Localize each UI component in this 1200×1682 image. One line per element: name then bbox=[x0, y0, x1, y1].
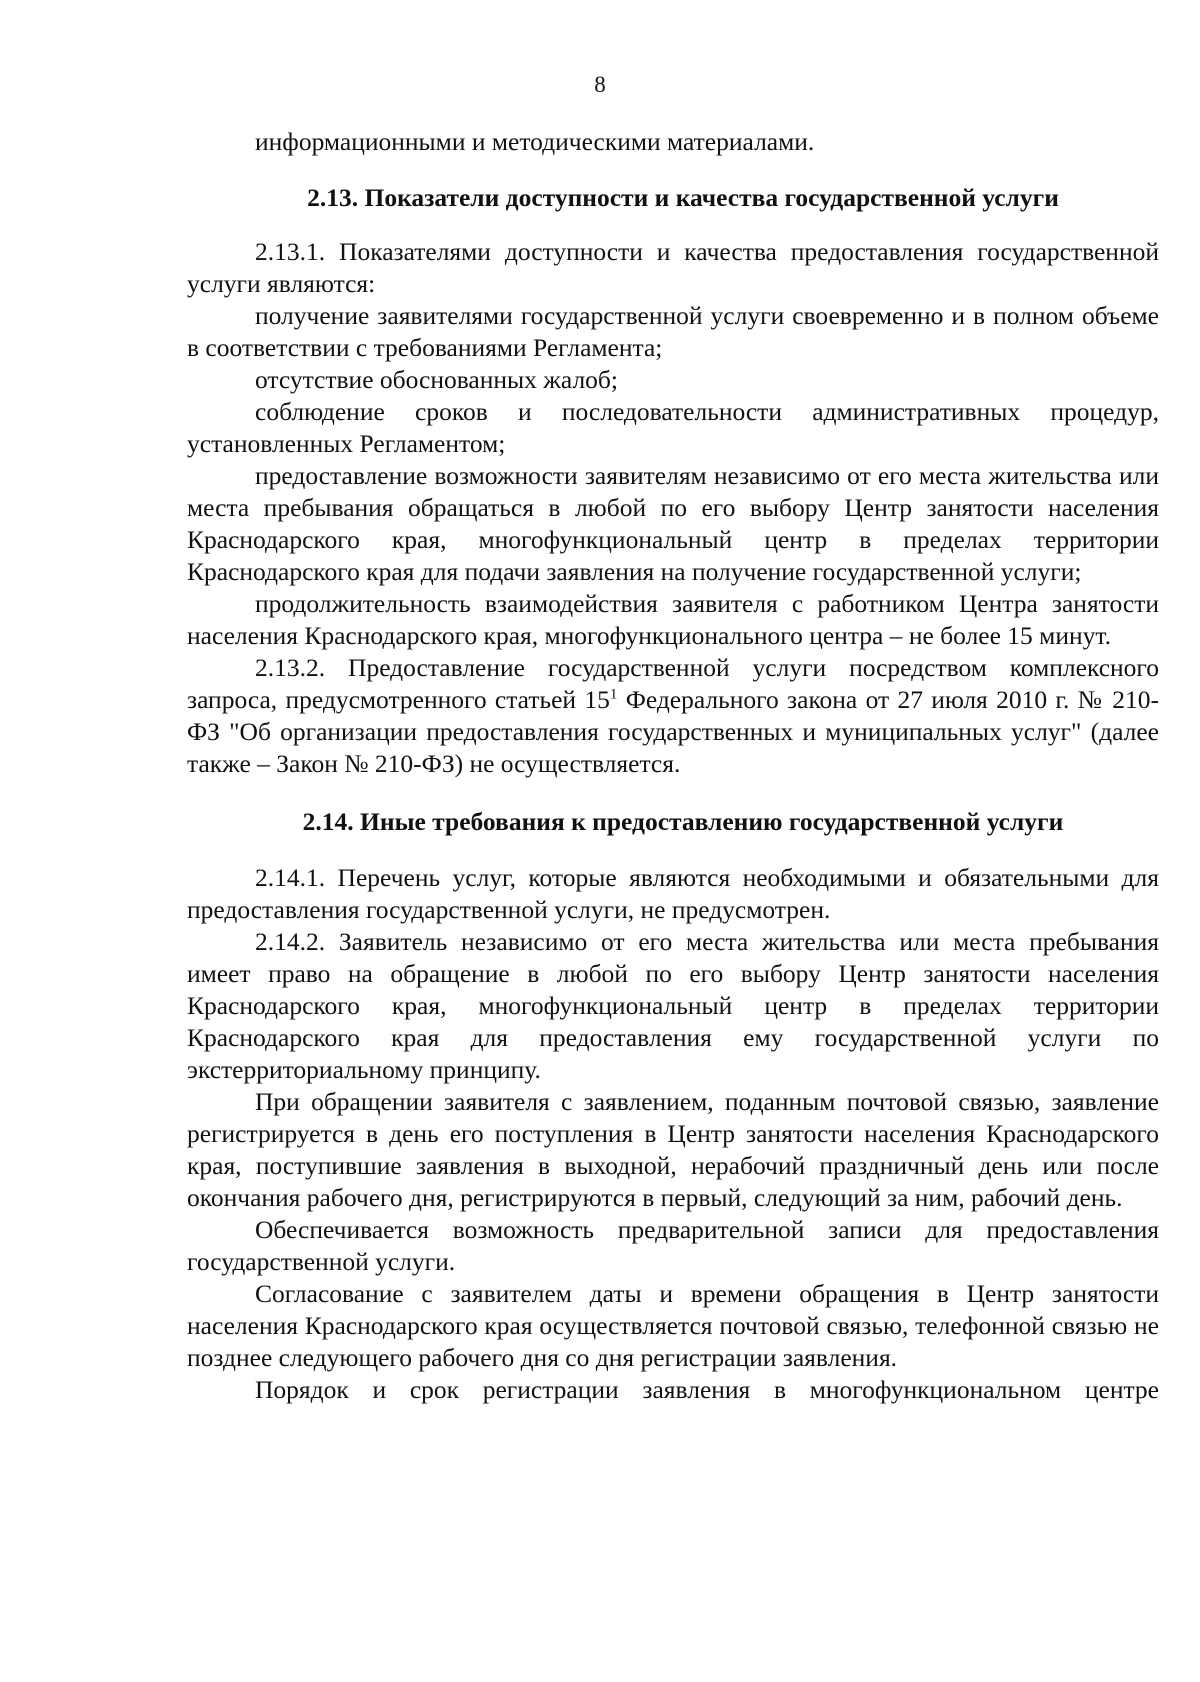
paragraph: 2.14.2. Заявитель независимо от его места жительства или места пребывания имеет право на обращение в любой по его выбору Центр занятости населения Краснодарского края, многофункциональный центр в пределах территории Краснодарского края для предоставления ему государственной услуги по экстерриториальному принципу. bbox=[187, 927, 1159, 1084]
paragraph-text: Федерального закона от 27 июля 2010 г. № 210-ФЗ "Об организации предоставления государственных и муниципальных услуг" (далее также – Закон № 210-ФЗ) не осуществляется. bbox=[187, 685, 1159, 778]
section-heading-2-13: 2.13. Показатели доступности и качества государственной услуги bbox=[307, 183, 1059, 212]
paragraph: отсутствие обоснованных жалоб; bbox=[255, 365, 618, 394]
paragraph: Порядок и срок регистрации заявления в многофункциональном центре bbox=[255, 1375, 1159, 1404]
superscript: 1 bbox=[609, 686, 618, 703]
paragraph: Обеспечивается возможность предварительной записи для предоставления государственной услуги. bbox=[187, 1215, 1159, 1276]
paragraph: 2.14.1. Перечень услуг, которые являются необходимыми и обязательными для предоставления государственной услуги, не предусмотрен. bbox=[187, 863, 1159, 924]
paragraph-text: 2.13.2. Предоставление государственной услуги посредством комплексного запроса, предусмотренного статьей 15 bbox=[187, 653, 1159, 714]
paragraph: предоставление возможности заявителям независимо от его места жительства или места пребывания обращаться в любой по его выбору Центр занятости населения Краснодарского края, многофункциональный центр в пределах территории Краснодарского края для подачи заявления на получение государственной услуги; bbox=[187, 461, 1159, 586]
paragraph: информационными и методическими материалами. bbox=[255, 127, 815, 156]
paragraph: 2.13.1. Показателями доступности и качества предоставления государственной услуги являются: bbox=[187, 237, 1159, 298]
paragraph: продолжительность взаимодействия заявителя с работником Центра занятости населения Краснодарского края, многофункционального центра – не более 15 минут. bbox=[187, 589, 1159, 650]
paragraph: При обращении заявителя с заявлением, поданным почтовой связью, заявление регистрируется в день его поступления в Центр занятости населения Краснодарского края, поступившие заявления в выходной, нерабочий праздничный день или после окончания рабочего дня, регистрируются в первый, следующий за ним, рабочий день. bbox=[187, 1087, 1159, 1212]
page-number: 8 bbox=[594, 72, 606, 97]
paragraph: Согласование с заявителем даты и времени обращения в Центр занятости населения Краснодарского края осуществляется почтовой связью, телефонной связью не позднее следующего рабочего дня со дня регистрации заявления. bbox=[187, 1279, 1159, 1372]
document-body bbox=[187, 126, 1159, 1406]
paragraph-2-13-2 bbox=[187, 652, 1159, 780]
paragraph: получение заявителями государственной услуги своевременно и в полном объеме в соответствии с требованиями Регламента; bbox=[187, 301, 1159, 362]
paragraph: соблюдение сроков и последовательности административных процедур, установленных Регламентом; bbox=[187, 397, 1159, 458]
section-heading-2-14: 2.14. Иные требования к предоставлению государственной услуги bbox=[302, 807, 1064, 836]
